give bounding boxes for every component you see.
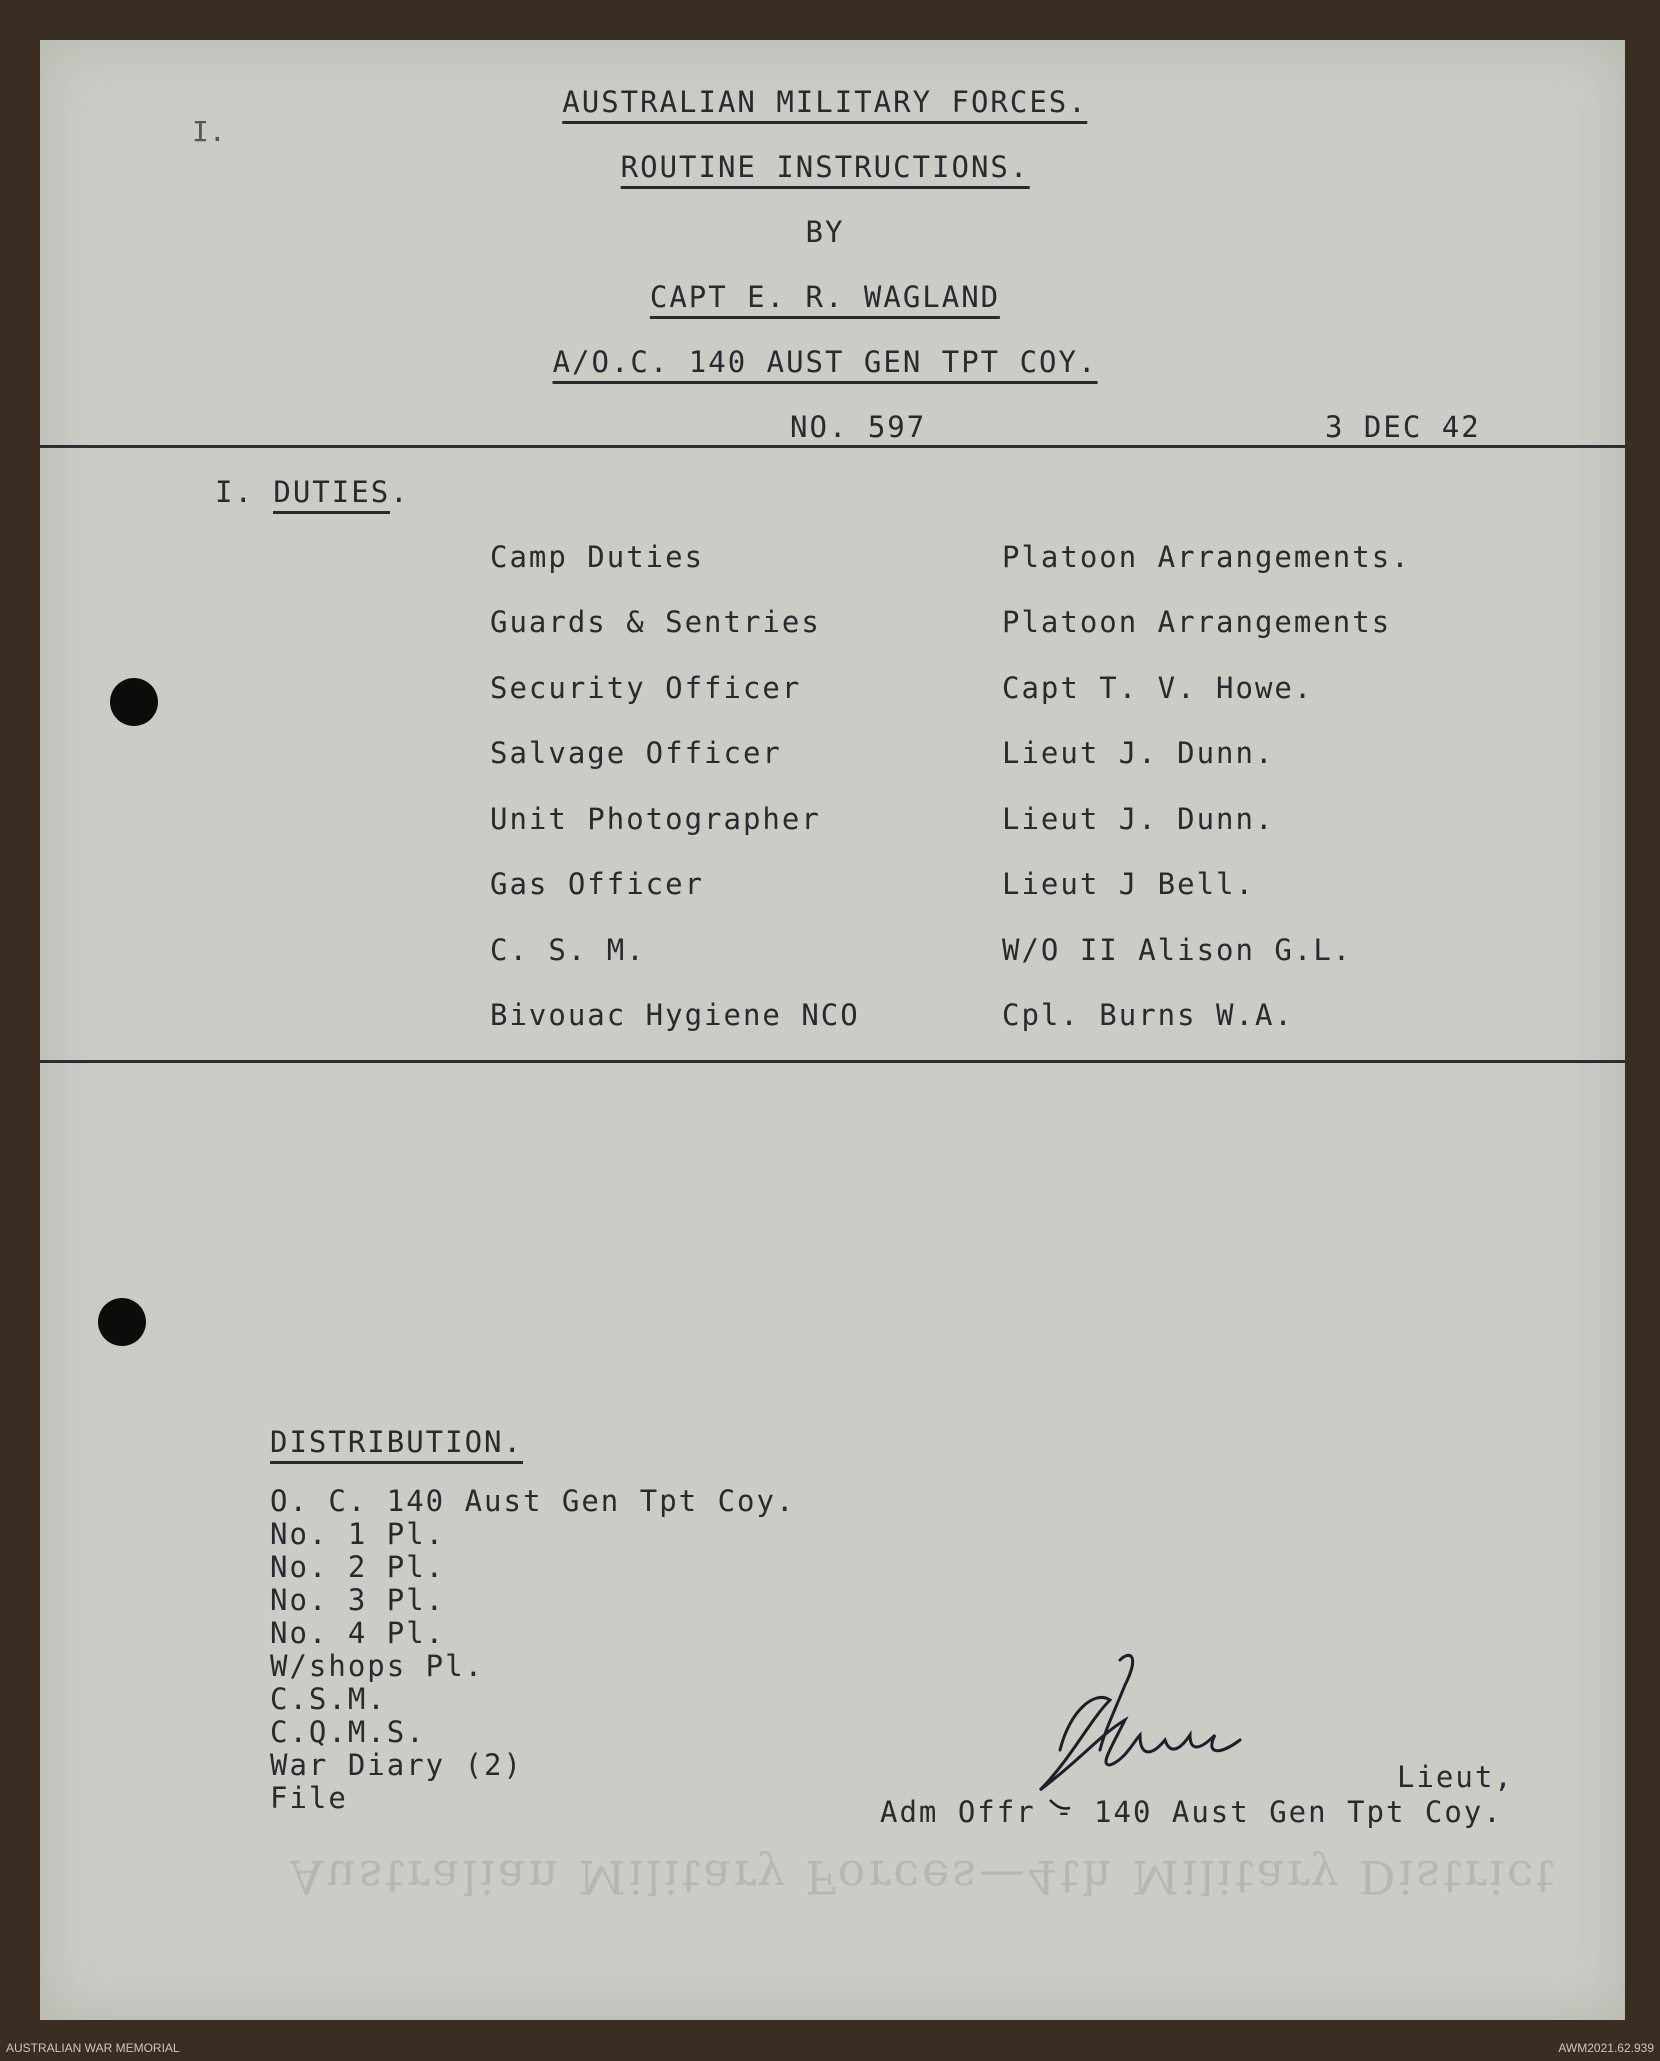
bleed-through-text: Australian Military Forces—4th Military District bbox=[290, 1850, 1558, 1904]
duty-assigned: Platoon Arrangements bbox=[1002, 605, 1392, 639]
duty-name: Salvage Officer bbox=[490, 736, 782, 770]
duty-name: Camp Duties bbox=[490, 540, 705, 574]
duty-assigned: Lieut J Bell. bbox=[1002, 867, 1255, 901]
duties-heading-number: I. bbox=[215, 475, 254, 509]
duties-heading: I. DUTIES. bbox=[215, 475, 410, 509]
duty-assigned: Lieut J. Dunn. bbox=[1002, 802, 1275, 836]
instruction-number: NO. 597 bbox=[790, 410, 927, 444]
bottom-rule bbox=[40, 1060, 1625, 1063]
duty-name: Security Officer bbox=[490, 671, 802, 705]
duties-heading-label: DUTIES bbox=[273, 475, 390, 514]
duty-name: C. S. M. bbox=[490, 933, 646, 967]
duty-name: Unit Photographer bbox=[490, 802, 821, 836]
header-issuer: CAPT E. R. WAGLAND bbox=[650, 280, 1000, 319]
header-organization: AUSTRALIAN MILITARY FORCES. bbox=[562, 85, 1087, 124]
header-document-type: ROUTINE INSTRUCTIONS. bbox=[621, 150, 1030, 189]
distribution-heading bbox=[270, 1425, 523, 1459]
footer-right: AWM2021.62.939 bbox=[1558, 2041, 1654, 2055]
distribution-item: No. 2 Pl. bbox=[270, 1550, 446, 1584]
document-page bbox=[40, 40, 1625, 2020]
signature-rank: Lieut, bbox=[1397, 1760, 1514, 1794]
footer-left: AUSTRALIAN WAR MEMORIAL bbox=[6, 2041, 180, 2055]
duty-assigned: Capt T. V. Howe. bbox=[1002, 671, 1314, 705]
top-rule bbox=[40, 445, 1625, 448]
instruction-date: 3 DEC 42 bbox=[1325, 410, 1481, 444]
punch-hole bbox=[98, 1298, 146, 1346]
distribution-item: No. 4 Pl. bbox=[270, 1616, 446, 1650]
duty-name: Bivouac Hygiene NCO bbox=[490, 998, 860, 1032]
distribution-item: W/shops Pl. bbox=[270, 1649, 485, 1683]
duty-name: Guards & Sentries bbox=[490, 605, 821, 639]
duty-assigned: Lieut J. Dunn. bbox=[1002, 736, 1275, 770]
duty-assigned: Cpl. Burns W.A. bbox=[1002, 998, 1294, 1032]
distribution-list bbox=[270, 1485, 795, 1815]
header-by: BY bbox=[805, 215, 845, 249]
distribution-heading-label: DISTRIBUTION. bbox=[270, 1425, 523, 1464]
signature-title: Adm Offr - 140 Aust Gen Tpt Coy. bbox=[880, 1795, 1503, 1829]
duty-assigned: W/O II Alison G.L. bbox=[1002, 933, 1353, 967]
distribution-item: C.S.M. bbox=[270, 1682, 387, 1716]
punch-hole bbox=[110, 678, 158, 726]
duty-name: Gas Officer bbox=[490, 867, 705, 901]
duty-assigned: Platoon Arrangements. bbox=[1002, 540, 1411, 574]
distribution-item: War Diary (2) bbox=[270, 1748, 523, 1782]
distribution-item: No. 3 Pl. bbox=[270, 1583, 446, 1617]
header-unit: A/O.C. 140 AUST GEN TPT COY. bbox=[553, 345, 1098, 384]
distribution-item: O. C. 140 Aust Gen Tpt Coy. bbox=[270, 1484, 796, 1518]
distribution-item: C.Q.M.S. bbox=[270, 1715, 426, 1749]
distribution-item: File bbox=[270, 1781, 348, 1815]
distribution-item: No. 1 Pl. bbox=[270, 1517, 446, 1551]
margin-mark: I. bbox=[192, 115, 226, 148]
